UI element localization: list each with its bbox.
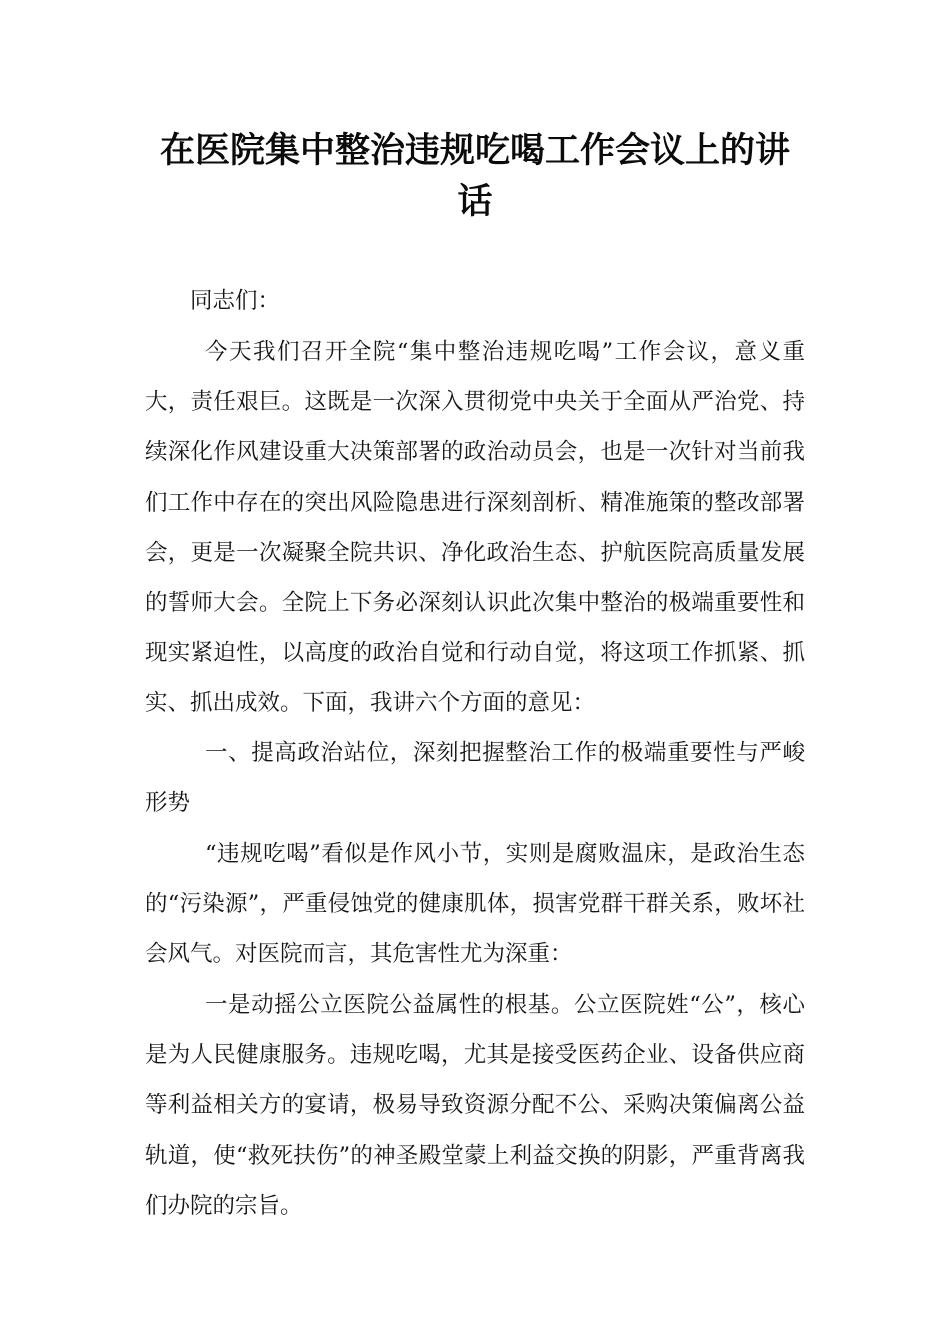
intro-paragraph: 今天我们召开全院“集中整治违规吃喝”工作会议，意义重大，责任艰巨。这既是一次深入贯彻党中央关于全面从严治党、持续深化作风建设重大决策部署的政治动员会，也是一次针对当前我们工作中存在的突出风险隐患进行深刻剖析、精准施策的整改部署会，更是一次凝聚全院共识、净化政治生态、护航医院高质量发展的誓师大会。全院上下务必深刻认识此次集中整治的极端重要性和现实紧迫性，以高度的政治自觉和行动自觉，将这项工作抓紧、抓实、抓出成效。下面，我讲六个方面的意见：: [145, 339, 805, 717]
section-heading-1: 一、提高政治站位，深刻把握整治工作的极端重要性与严峻形势: [145, 740, 805, 817]
salutation: 同志们：: [190, 288, 281, 314]
point-1-paragraph: 一是动摇公立医院公益属性的根基。公立医院姓“公”，核心是为人民健康服务。违规吃喝，尤其是接受医药企业、设备供应商等利益相关方的宴请，极易导致资源分配不公、采购决策偏离公益轨道，使“救死扶伤”的神圣殿堂蒙上利益交换的阴影，严重背离我们办院的宗旨。: [145, 992, 805, 1219]
document-title: 在医院集中整治违规吃喝工作会议上的讲话: [159, 131, 790, 222]
section-1-intro-paragraph: “违规吃喝”看似是作风小节，实则是腐败温床，是政治生态的“污染源”，严重侵蚀党的健康肌体，损害党群干群关系，败坏社会风气。对医院而言，其危害性尤为深重：: [145, 841, 805, 968]
